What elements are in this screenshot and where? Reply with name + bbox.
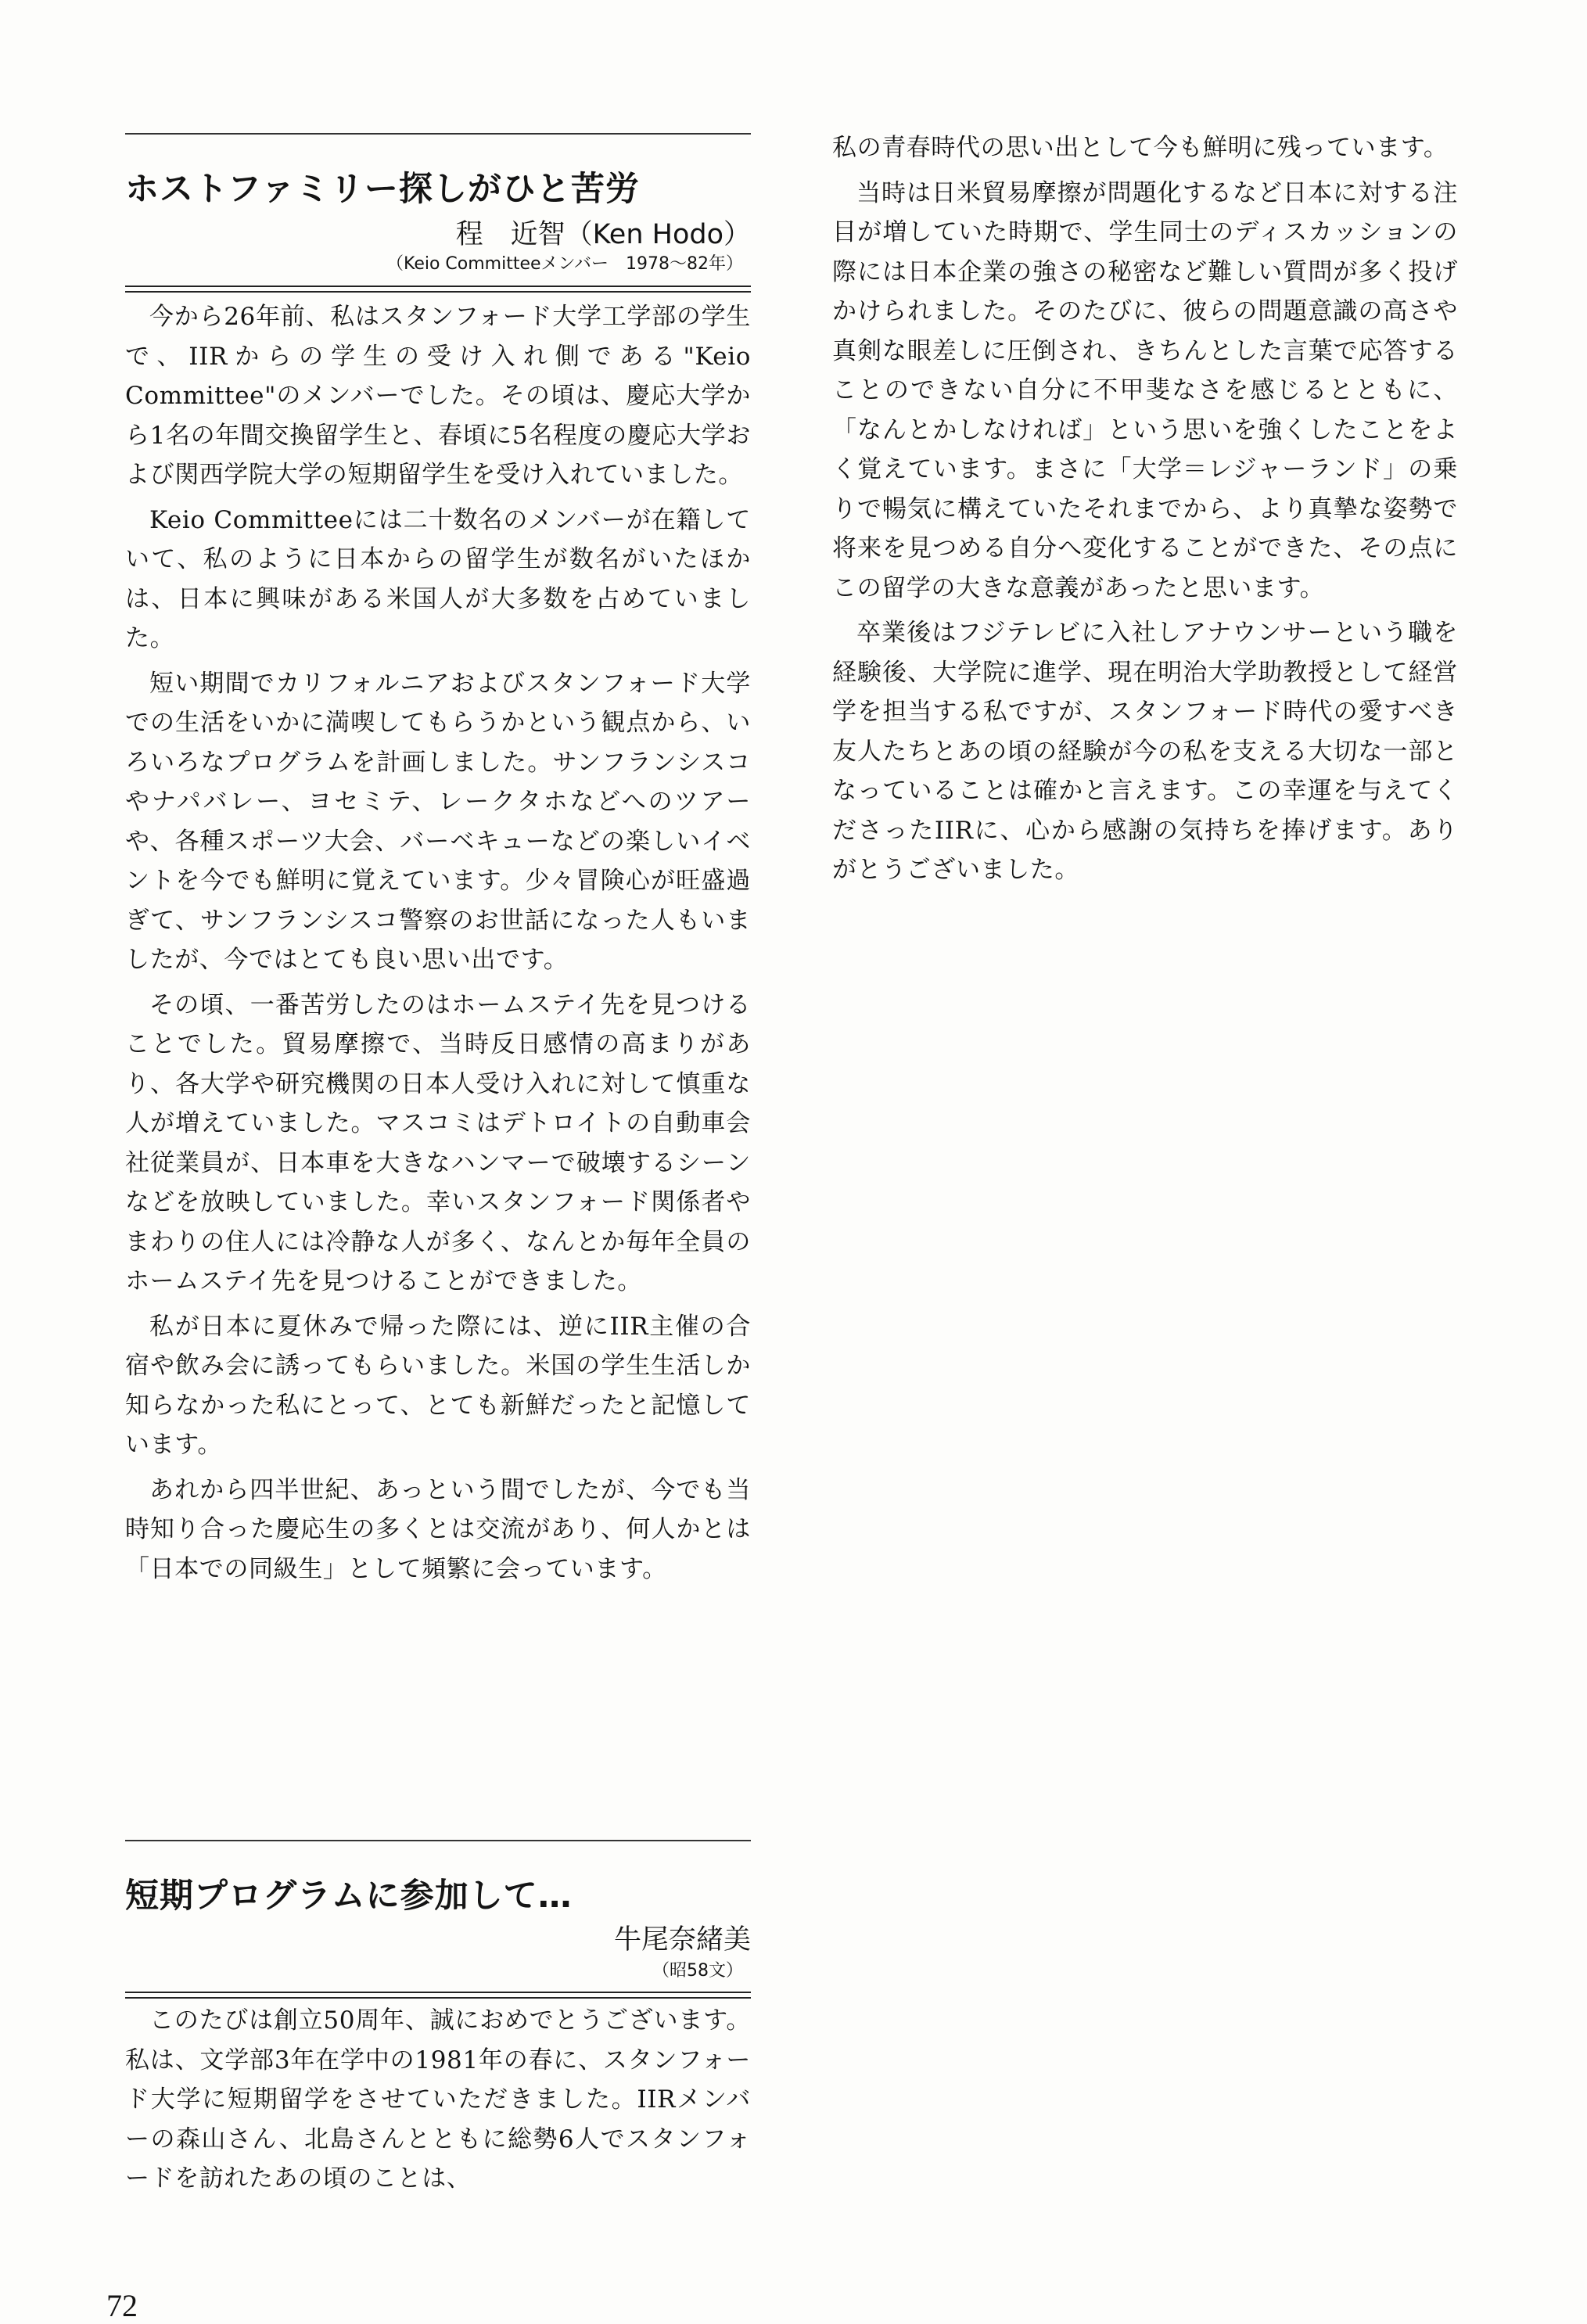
paragraph: 私が日本に夏休みで帰った際には、逆にIIR主催の合宿や飲み会に誘ってもらいました。米国の学生生活しか知らなかった私にとって、とても新鮮だったと記憶しています。 [125, 1312, 751, 1459]
paragraph: あれから四半世紀、あっという間でしたが、今でも当時知り合った慶応生の多くとは交流があり、何人かとは「日本での同級生」として頻繁に会っています。 [125, 1475, 751, 1583]
article1-body-right [832, 128, 1458, 896]
page-number: 72 [106, 2288, 138, 2323]
article1-author: 程 近智（Ken Hodo） [455, 219, 751, 250]
paragraph: 短い期間でカリフォルニアおよびスタンフォード大学での生活をいかに満喫してもらうかという観点から、いろいろなプログラムを計画しました。サンフランシスコやナパバレー、ヨセミテ、レークタホなどへのツアーや、各種スポーツ大会、バーベキューなどの楽しいイベントを今でも鮮明に覚えています。少々冒険心が旺盛過ぎて、サンフランシスコ警察のお世話になった人もいましたが、今ではとても良い思い出です。 [125, 669, 751, 974]
paragraph: このたびは創立50周年、誠におめでとうございます。私は、文学部3年在学中の1981年の春に、スタンフォード大学に短期留学をさせていただきました。IIRメンバーの森山さん、北島さんとともに総勢6人でスタンフォードを訪れたあの頃のことは、 [125, 2006, 751, 2193]
paragraph: 当時は日米貿易摩擦が問題化するなど日本に対する注目が増していた時期で、学生同士のディスカッションの際には日本企業の強さの秘密など難しい質問が多く投げかけられました。そのたびに、彼らの問題意識の高さや真剣な眼差しに圧倒され、きちんとした言葉で応答することのできない自分に不甲斐なさを感じるとともに、「なんとかしなければ」という思いを強くしたことをよく覚えています。まさに「大学＝レジャーランド」の乗りで暢気に構えていたそれまでから、より真摯な姿勢で将来を見つめる自分へ変化することができた、その点にこの留学の大きな意義があったと思います。 [832, 178, 1458, 602]
paragraph: 今から26年前、私はスタンフォード大学工学部の学生で、IIRからの学生の受け入れ側である"Keio Committee"のメンバーでした。その頃は、慶応大学から1名の年間交換留学生と、春頃に5名程度の慶応大学および関西学院大学の短期留学生を受け入れていました。 [125, 303, 751, 489]
article1-affiliation: （Keio Committeeメンバー 1978～82年） [386, 254, 743, 274]
paragraph: 卒業後はフジテレビに入社しアナウンサーという職を経験後、大学院に進学、現在明治大学助教授として経営学を担当する私ですが、スタンフォード時代の愛すべき友人たちとあの頃の経験が今の私を支える大切な一部となっていることは確かと言えます。この幸運を与えてくださったIIRに、心から感謝の気持ちを捧げます。ありがとうございました。 [832, 619, 1458, 884]
article1-header-rule [125, 286, 751, 293]
article2-top-rule [125, 1840, 751, 1841]
paragraph: 私の青春時代の思い出として今も鮮明に残っています。 [832, 134, 1449, 162]
paragraph: その頃、一番苦労したのはホームステイ先を見つけることでした。貿易摩擦で、当時反日感情の高まりがあり、各大学や研究機関の日本人受け入れに対して慎重な人が増えていました。マスコミはデトロイトの自動車会社従業員が、日本車を大きなハンマーで破壊するシーンなどを放映していました。幸いスタンフォード関係者やまわりの住人には冷静な人が多く、なんとか毎年全員のホームステイ先を見つけることができました。 [125, 990, 751, 1295]
article1-top-rule [125, 133, 751, 135]
article1-body-left [125, 297, 751, 1594]
article2-title: 短期プログラムに参加して… [125, 1877, 573, 1916]
article2-affiliation: （昭58文） [652, 1961, 743, 1981]
paragraph: Keio Committeeには二十数名のメンバーが在籍していて、私のように日本からの留学生が数名がいたほかは、日本に興味がある米国人が大多数を占めていました。 [125, 505, 751, 652]
article1-title: ホストファミリー探しがひと苦労 [125, 170, 640, 209]
article2-body [125, 2001, 751, 2204]
article2-header-rule [125, 1992, 751, 1999]
article2-author: 牛尾奈緒美 [613, 1924, 751, 1956]
